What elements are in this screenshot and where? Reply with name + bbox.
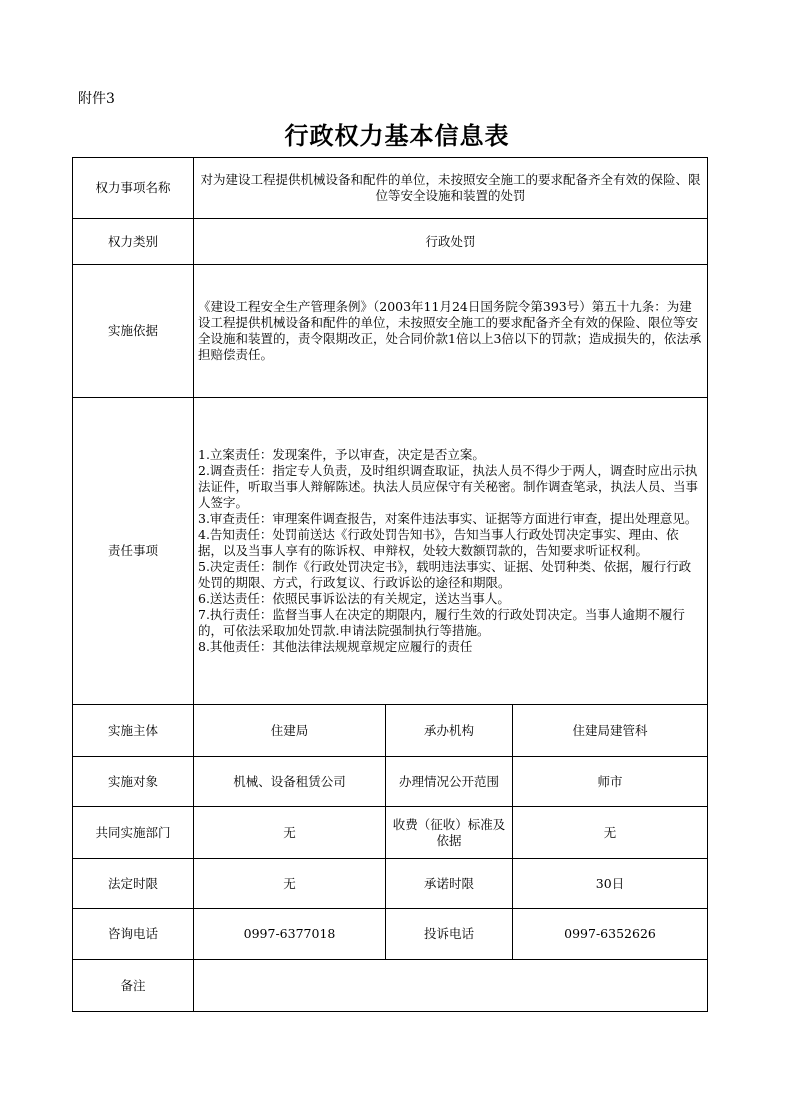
agency-value: 住建局建管科 bbox=[513, 705, 708, 757]
power-type-value: 行政处罚 bbox=[194, 219, 708, 265]
row-time-limit bbox=[73, 859, 708, 909]
attachment-label: 附件3 bbox=[78, 91, 115, 107]
remarks-value bbox=[194, 960, 708, 1012]
responsibility-item: 2.调查责任：指定专人负责，及时组织调查取证，执法人员不得少于两人，调查时应出示执法证件，听取当事人辩解陈述。执法人员应保守有关秘密。制作调查笔录，执法人员、当事人签字。 bbox=[198, 463, 699, 510]
responsibility-item: 3.审查责任：审理案件调查报告，对案件违法事实、证据等方面进行审查，提出处理意见。 bbox=[198, 511, 698, 526]
row-basis bbox=[73, 265, 708, 398]
basis-label: 实施依据 bbox=[73, 265, 194, 398]
row-target bbox=[73, 757, 708, 807]
row-responsibility bbox=[73, 398, 708, 705]
consult-phone-label: 咨询电话 bbox=[73, 909, 194, 960]
row-power-name bbox=[73, 158, 708, 219]
joint-dept-label: 共同实施部门 bbox=[73, 807, 194, 859]
power-name-value: 对为建设工程提供机械设备和配件的单位，未按照安全施工的要求配备齐全有效的保险、限位等安全设施和装置的处罚 bbox=[194, 158, 708, 219]
promise-time-label: 承诺时限 bbox=[386, 859, 513, 909]
complaint-phone-value: 0997-6352626 bbox=[513, 909, 708, 960]
joint-dept-value: 无 bbox=[194, 807, 386, 859]
row-subject bbox=[73, 705, 708, 757]
fee-standard-value: 无 bbox=[513, 807, 708, 859]
legal-time-label: 法定时限 bbox=[73, 859, 194, 909]
row-joint bbox=[73, 807, 708, 859]
promise-time-value: 30日 bbox=[513, 859, 708, 909]
consult-phone-value: 0997-6377018 bbox=[194, 909, 386, 960]
page-title: 行政权力基本信息表 bbox=[284, 121, 510, 150]
target-label: 实施对象 bbox=[73, 757, 194, 807]
responsibility-list bbox=[194, 398, 708, 705]
subject-value: 住建局 bbox=[194, 705, 386, 757]
disclosure-scope-label: 办理情况公开范围 bbox=[386, 757, 513, 807]
responsibility-item: 8.其他责任：其他法律法规规章规定应履行的责任 bbox=[198, 639, 473, 654]
fee-standard-label: 收费（征收）标准及依据 bbox=[386, 807, 513, 859]
target-value: 机械、设备租赁公司 bbox=[194, 757, 386, 807]
subject-label: 实施主体 bbox=[73, 705, 194, 757]
agency-label: 承办机构 bbox=[386, 705, 513, 757]
responsibility-item: 4.告知责任：处罚前送达《行政处罚告知书》，告知当事人行政处罚决定事实、理由、依据，以及当事人享有的陈诉权、申辩权，处较大数额罚款的，告知要求听证权利。 bbox=[198, 527, 679, 558]
row-contact bbox=[73, 909, 708, 960]
disclosure-scope-value: 师市 bbox=[513, 757, 708, 807]
power-type-label: 权力类别 bbox=[73, 219, 194, 265]
responsibility-item: 6.送达责任：依照民事诉讼法的有关规定，送达当事人。 bbox=[198, 591, 510, 606]
complaint-phone-label: 投诉电话 bbox=[386, 909, 513, 960]
responsibility-item: 7.执行责任：监督当事人在决定的期限内，履行生效的行政处罚决定。当事人逾期不履行的，可依法采取加处罚款.申请法院强制执行等措施。 bbox=[198, 607, 685, 638]
responsibility-item: 1.立案责任：发现案件，予以审查，决定是否立案。 bbox=[198, 447, 485, 462]
responsibility-label: 责任事项 bbox=[73, 398, 194, 705]
power-name-label: 权力事项名称 bbox=[73, 158, 194, 219]
row-power-type bbox=[73, 219, 708, 265]
legal-time-value: 无 bbox=[194, 859, 386, 909]
remarks-label: 备注 bbox=[73, 960, 194, 1012]
basis-value: 《建设工程安全生产管理条例》（2003年11月24日国务院令第393号）第五十九条：为建设工程提供机械设备和配件的单位，未按照安全施工的要求配备齐全有效的保险、限位等安全设施和装置的，责令限期改正，处合同价款1倍以上3倍以下的罚款；造成损失的，依法承担赔偿责任。 bbox=[194, 265, 708, 398]
responsibility-item: 5.决定责任：制作《行政处罚决定书》，载明违法事实、证据、处罚种类、依据，履行行政处罚的期限、方式，行政复议、行政诉讼的途径和期限。 bbox=[198, 559, 692, 590]
info-table bbox=[72, 157, 708, 1012]
row-remarks bbox=[73, 960, 708, 1012]
